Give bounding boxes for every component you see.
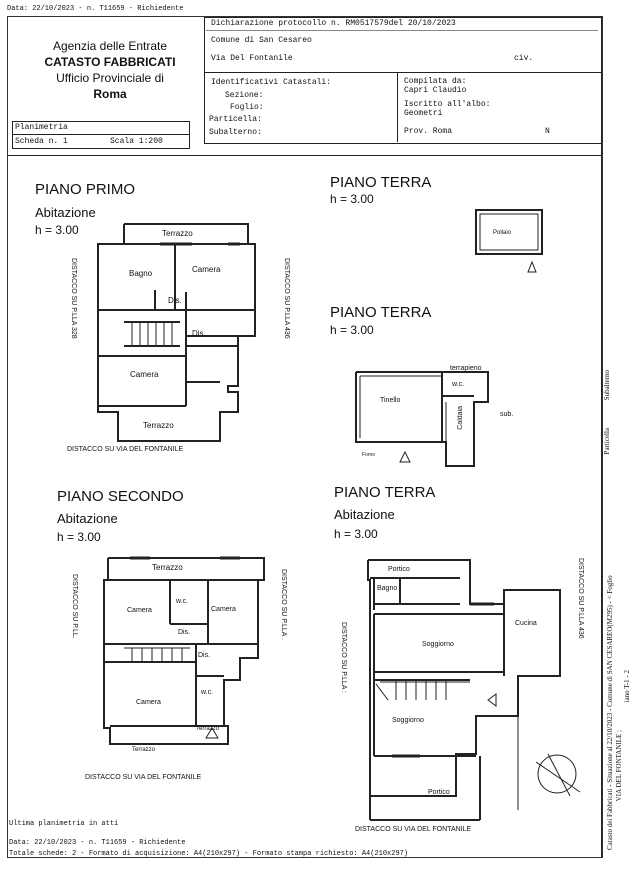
pollaio-label: Pollaio xyxy=(493,230,512,236)
bagno-terra: Bagno xyxy=(377,585,398,592)
camera-primo-2: Camera xyxy=(130,370,159,379)
planimetria-label: Planimetria xyxy=(15,123,68,132)
terrazzo-secondo-top: Terrazzo xyxy=(152,563,183,572)
agency-name: Agenzia delle Entrate xyxy=(52,39,168,53)
camera-secondo-1: Camera xyxy=(127,607,152,614)
piano-secondo-title: PIANO SECONDO xyxy=(57,488,184,505)
distacco-436-primo: DISTACCO SU P.LLA 436 xyxy=(283,258,290,339)
distacco-via-terra: DISTACCO SU VIA DEL FONTANILE xyxy=(355,826,472,833)
scala-label: Scala 1:200 xyxy=(110,137,163,146)
dis-primo-1: Dis. xyxy=(168,296,182,305)
piano-primo-plan xyxy=(98,224,255,441)
side-long-text: Catasto dei Fabbricati - Situazione al 22/10/2023 - Comune di SAN CESAREO(M295) - < Foglio xyxy=(606,575,614,850)
identificativi-label: Identificativi Catastali: xyxy=(211,78,332,87)
particella-label: Particella: xyxy=(209,115,262,124)
piano-primo-h: h = 3.00 xyxy=(35,223,79,237)
camera-primo-1: Camera xyxy=(192,265,221,274)
tinello-label: Tinello xyxy=(380,397,401,404)
piano-terra-2-plan xyxy=(356,372,488,466)
foglio-label: Foglio: xyxy=(230,103,264,112)
soggiorno-2: Soggiorno xyxy=(392,717,424,724)
via-line: Via Del Fontanile xyxy=(211,54,293,63)
distacco-328-label: DISTACCO SU P.LLA 328 xyxy=(70,258,77,339)
scheda-label: Scheda n. 1 xyxy=(15,137,68,146)
iscritto-label: Iscritto all'albo: xyxy=(404,100,491,109)
side-piano: iano T-1 - 2 xyxy=(623,670,631,703)
top-info-line: Data: 22/10/2023 - n. T11659 - Richiedente xyxy=(7,5,184,13)
piano-terra-1-h: h = 3.00 xyxy=(330,192,374,206)
compilata-label: Compilata da: xyxy=(404,77,467,86)
civ-label: civ. xyxy=(514,54,534,63)
piano-terra-3-h: h = 3.00 xyxy=(334,527,378,541)
side-via: VIA DEL FONTANILE ; xyxy=(615,730,623,802)
compass-icon xyxy=(538,755,576,793)
terrazzo-primo-top: Terrazzo xyxy=(162,229,193,238)
piano-terra-2-title: PIANO TERRA xyxy=(330,304,432,321)
terrazzo-secondo-bottom: Terrazzo xyxy=(132,747,156,753)
footer-totale: Totale schede: 2 - Formato di acquisizione: A4(210x297) - Formato stampa richiesto: A4(210x297) xyxy=(9,850,409,858)
piano-secondo-plan xyxy=(104,558,264,744)
wc-terra-2: w.c. xyxy=(452,381,465,388)
piano-primo-use: Abitazione xyxy=(35,205,96,220)
camera-secondo-2: Camera xyxy=(211,606,236,613)
prov-label: Prov. Roma xyxy=(404,127,453,136)
piano-secondo-h: h = 3.00 xyxy=(57,530,101,544)
footer-data: Data: 22/10/2023 - n. T11659 - Richiedente xyxy=(9,839,186,847)
portico-terra-top: Portico xyxy=(388,566,410,573)
piano-terra-3-use: Abitazione xyxy=(334,507,395,522)
cucina-label: Cucina xyxy=(515,620,537,627)
portico-terra-bottom: Portico xyxy=(428,789,450,796)
albo-value: Geometri xyxy=(404,109,443,118)
piano-primo-title: PIANO PRIMO xyxy=(35,181,136,198)
wc-secondo-1: w.c. xyxy=(176,598,189,605)
comune-line: Comune di San Cesareo xyxy=(211,36,312,45)
camera-secondo-3: Camera xyxy=(136,699,161,706)
ultima-planimetria: Ultima planimetria in atti xyxy=(9,820,119,828)
distacco-436-terra: DISTACCO SU P.LLA 436 xyxy=(577,558,584,639)
distacco-ll-label: DISTACCO SU P.LL. xyxy=(71,574,78,639)
side-subalterno: Subalterno xyxy=(603,370,611,401)
ufficio-line: Ufficio Provinciale di xyxy=(56,71,164,85)
compilatore-name: Capri Claudio xyxy=(404,86,467,95)
sezione-label: Sezione: xyxy=(225,91,264,100)
sub-label: sub. xyxy=(500,411,514,418)
dis-secondo-1: Dis. xyxy=(178,629,191,636)
north-marker-icon xyxy=(528,262,536,272)
piano-terra-2-h: h = 3.00 xyxy=(330,323,374,337)
wc-secondo-2: w.c. xyxy=(201,689,214,696)
piano-terra-3-plan xyxy=(368,560,560,820)
n-label: N xyxy=(545,127,550,136)
ufficio-city: Roma xyxy=(93,87,127,101)
side-particella: Particella xyxy=(603,428,611,455)
bagno-primo: Bagno xyxy=(129,269,153,278)
forno-label: Forno xyxy=(362,452,376,458)
dis-secondo-2: Dis. xyxy=(198,652,211,659)
piano-secondo-use: Abitazione xyxy=(57,511,118,526)
distacco-lla2-label: DISTACCO SU P.LLA : xyxy=(340,622,347,693)
piano-terra-1-title: PIANO TERRA xyxy=(330,174,432,191)
distacco-via-primo: DISTACCO SU VIA DEL FONTANILE xyxy=(67,446,184,453)
terrazzo-primo-bottom: Terrazzo xyxy=(143,421,174,430)
terrapieno-label: terrapieno xyxy=(450,365,482,372)
catasto-title: CATASTO FABBRICATI xyxy=(44,55,176,69)
subalterno-label: Subalterno: xyxy=(209,128,262,137)
dis-primo-2: Dis. xyxy=(192,329,206,338)
distacco-via-secondo: DISTACCO SU VIA DEL FONTANILE xyxy=(85,774,202,781)
dichiarazione-line: Dichiarazione protocollo n. RM0517579del 20/10/2023 xyxy=(211,19,456,28)
distacco-lla-label: DISTACCO SU P.LLA . xyxy=(280,569,287,640)
soggiorno-1: Soggiorno xyxy=(422,641,454,648)
terrazzo-secondo-side: Terrazzo xyxy=(196,726,220,732)
piano-terra-3-title: PIANO TERRA xyxy=(334,484,436,501)
caldaia-label: Caldaia xyxy=(457,406,464,430)
